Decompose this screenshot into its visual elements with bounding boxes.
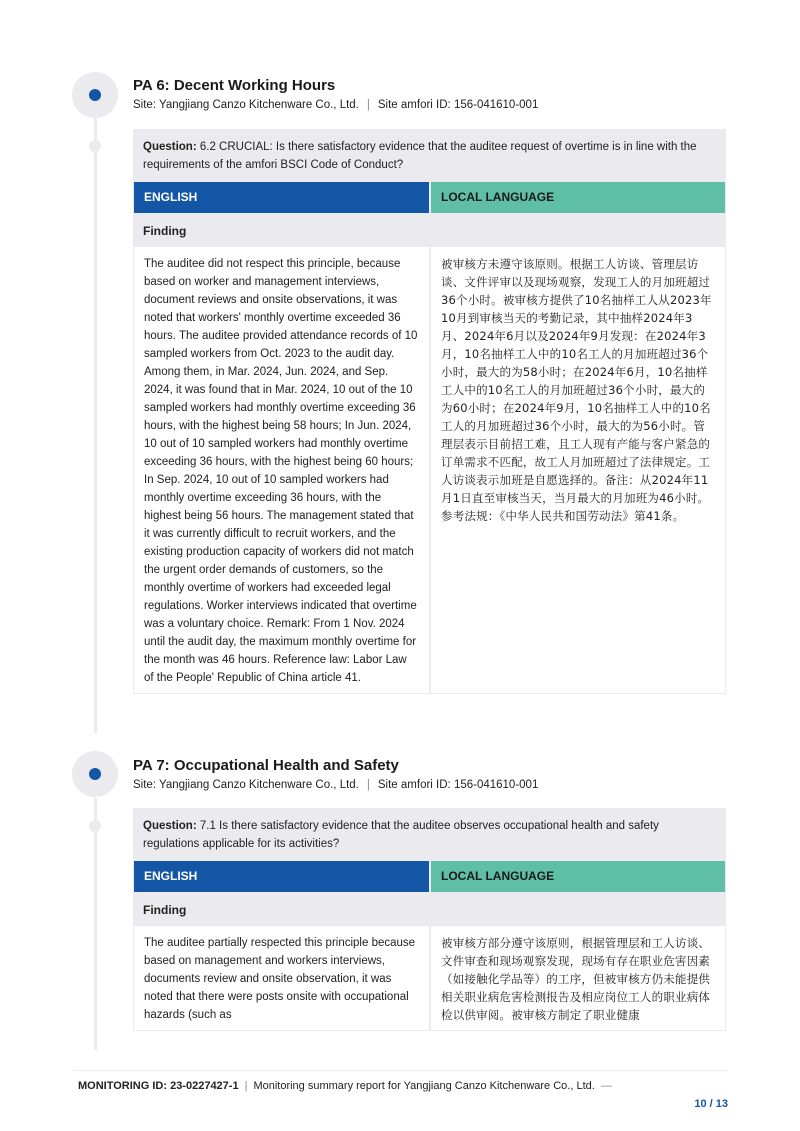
timeline-node-pa7: [72, 751, 118, 797]
question-body: 6.2 CRUCIAL: Is there satisfactory evidence that the auditee request of overtime is in line with the requirements of the amfori BSCI Code of Conduct?: [143, 141, 697, 171]
timeline-small-dot-icon: [89, 820, 101, 832]
section-title-pa7: PA 7: Occupational Health and Safety: [133, 757, 399, 774]
timeline-dot-icon: [89, 768, 101, 780]
site-info-pa7: [133, 779, 538, 791]
question-body: 7.1 Is there satisfactory evidence that the auditee observes occupational health and safety regulations applicable for its activities?: [143, 820, 659, 850]
finding-columns: [134, 926, 725, 1030]
separator: |: [366, 99, 370, 111]
finding-label: Finding: [143, 903, 187, 917]
finding-columns: [134, 247, 725, 693]
monitoring-id: MONITORING ID: 23-0227427-1: [78, 1080, 239, 1092]
finding-local-text: 被审核方未遵守该原则。根据工人访谈、管理层访谈、文件评审以及现场观察，发现工人的月加班超过36个小时。被审核方提供了10名抽样工人从2023年10月到审核当天的考勤记录，其中抽样2024年3月、2024年6月以及2024年9月发现：在2024年3月，10名抽样工人中的10名工人的月加班超过36个小时，最大的为58小时；在2024年6月，10名抽样工人中的10名工人的月加班超过36个小时，最大的为60小时；在2024年9月，10名抽样工人中的10名工人的月加班超过36个小时，最大的为56小时。管理层表示目前招工难，且工人现有产能与客户紧急的订单需求不匹配，故工人月加班超过了法律规定。工人访谈表示加班是自愿选择的。备注：从2024年11月1日直至审核当天，当月最大的月加班为46小时。 参考法规：《中华人民共和国劳动法》第41条。: [431, 247, 725, 693]
question-text: [133, 129, 726, 182]
site-name: Site: Yangjiang Canzo Kitchenware Co., Ltd.: [133, 779, 359, 791]
finding-english-text: The auditee partially respected this principle because based on management and workers interviews, documents review and onsite observation, it was noted that there were posts onsite with occupational hazards (such as: [134, 926, 429, 1030]
question-label: Question:: [143, 141, 197, 153]
column-header-local-language: LOCAL LANGUAGE: [431, 182, 725, 213]
footer-divider: [73, 1070, 728, 1071]
page-number: 10 / 13: [694, 1098, 728, 1110]
column-header-english: ENGLISH: [134, 861, 429, 892]
site-amfori-id: Site amfori ID: 156-041610-001: [377, 99, 539, 111]
column-header-local-language: LOCAL LANGUAGE: [431, 861, 725, 892]
timeline-dot-icon: [89, 89, 101, 101]
site-name: Site: Yangjiang Canzo Kitchenware Co., Ltd.: [133, 99, 359, 111]
language-header: [134, 861, 725, 892]
report-title: Monitoring summary report for Yangjiang Canzo Kitchenware Co., Ltd.: [253, 1080, 595, 1092]
question-label: Question:: [143, 820, 197, 832]
question-card-pa6: [133, 129, 726, 694]
finding-local-text: 被审核方部分遵守该原则，根据管理层和工人访谈、文件审查和现场观察发现，现场有存在职业危害因素（如接触化学品等）的工序，但被审核方仍未能提供相关职业病危害检测报告及相应岗位工人的职业病体检以供审阅。被审核方制定了职业健康: [431, 926, 725, 1030]
finding-label: Finding: [143, 224, 187, 238]
timeline-small-dot-icon: [89, 140, 101, 152]
timeline-line-pa7: [94, 798, 97, 1050]
column-header-english: ENGLISH: [134, 182, 429, 213]
dash: —: [600, 1080, 612, 1092]
site-amfori-id: Site amfori ID: 156-041610-001: [377, 779, 539, 791]
question-card-pa7: [133, 808, 726, 1031]
section-title-pa6: PA 6: Decent Working Hours: [133, 77, 336, 94]
language-header: [134, 182, 725, 213]
footer-info: [78, 1080, 612, 1092]
timeline-line-pa6: [94, 118, 97, 733]
site-info-pa6: [133, 99, 538, 111]
separator: |: [366, 779, 370, 791]
finding-english-text: The auditee did not respect this principle, because based on worker and management interviews, document reviews and onsite observations, it was noted that workers' monthly overtime exceeded 36 hours. The auditee provided attendance records of 10 sampled workers from Oct. 2023 to the audit day. Among them, in Mar. 2024, Jun. 2024, and Sep. 2024, it was found that in Mar. 2024, 10 out of the 10 sampled workers had monthly overtime exceeding 36 hours, with the highest being 58 hours; In Jun. 2024, 10 out of 10 sampled workers had monthly overtime exceeding 36 hours, with the highest being 60 hours; In Sep. 2024, 10 out of 10 sampled workers had monthly overtime exceeding 36 hours, with the highest being 56 hours. The management stated that it was currently difficult to recruit workers, and the existing production capacity of workers did not match the urgent order demands of customers, so the monthly overtime of workers had exceeded legal regulations. Worker interviews indicated that overtime was a voluntary choice. Remark: From 1 Nov. 2024 until the audit day, the maximum monthly overtime for the month was 46 hours. Reference law: Labor Law of the People' Republic of China article 41.: [134, 247, 429, 693]
question-text: [133, 808, 726, 861]
timeline-node-pa6: [72, 72, 118, 118]
separator: |: [244, 1080, 248, 1092]
